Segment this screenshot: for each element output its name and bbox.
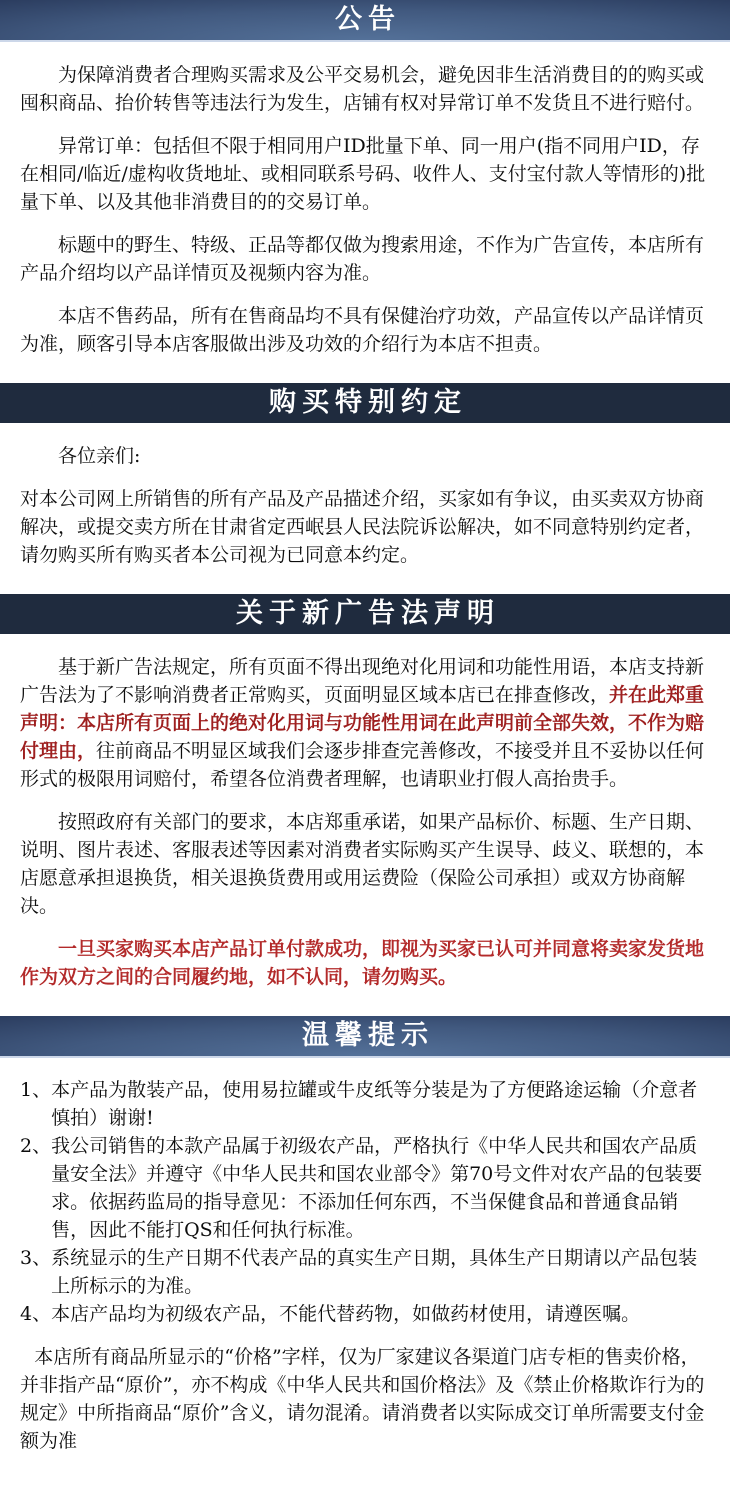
banner-ad-law-statement-title: 关于新广告法声明 [236,598,500,629]
tip-text-3: 系统显示的生产日期不代表产品的真实生产日期，具体生产日期请以产品包装上所标示的为准。 [51,1247,698,1297]
announcement-paragraph-4: 本店不售药品，所有在售商品均不具有保健治疗功效，产品宣传以产品详情页为准，顾客引导本店客服做出涉及功效的介绍行为本店不担责。 [20,305,705,355]
ad-law-paragraph-1 [20,653,710,793]
banner-announcement-title: 公告 [335,4,401,35]
tips-list [20,1076,710,1328]
price-disclaimer-note: 本店所有商品所显示的“价格”字样，仅为厂家建议各渠道门店专柜的售卖价格，并非指产品“原价”，亦不构成《中华人民共和国价格法》及《禁止价格欺诈行为的规定》中所指商品“原价”含义，请勿混淆。请消费者以实际成交订单所需要支付金额为准 [20,1346,705,1452]
banner-warm-tips-title: 温馨提示 [302,1020,434,1051]
tip-number-2: 2、 [20,1135,52,1157]
tips-list-item-3 [20,1244,704,1300]
announcement-paragraph-1: 为保障消费者合理购买需求及公平交易机会，避免因非生活消费目的的购买或囤积商品、抬价转售等违法行为发生，店铺有权对异常订单不发货且不进行赔付。 [20,64,705,114]
tip-text-4: 本店产品均为初级农产品，不能代替药物，如做药材使用，请遵医嘱。 [51,1303,641,1325]
ad-law-paragraph-3-red: 一旦买家购买本店产品订单付款成功，即视为买家已认可并同意将卖家发货地作为双方之间的合同履约地，如不认同，请勿购买。 [20,938,705,988]
banner-announcement [0,0,730,42]
banner-ad-law-statement [0,594,730,634]
tip-number-1: 1、 [20,1079,52,1101]
purchase-agreement-greeting: 各位亲们: [58,445,141,467]
ad-law-paragraph-2: 按照政府有关部门的要求，本店郑重承诺，如果产品标价、标题、生产日期、说明、图片表述、客服表述等因素对消费者实际购买产生误导、歧义、联想的，本店愿意承担退换货，相关退换货费用或用运费险（保险公司承担）或双方协商解决。 [20,811,705,917]
tips-list-item-2 [20,1132,704,1244]
tip-number-4: 4、 [20,1303,52,1325]
tips-list-item-4 [20,1300,704,1328]
announcement-paragraph-2: 异常订单：包括但不限于相同用户ID批量下单、同一用户(指不同用户ID，存在相同/临近/虚构收货地址、或相同联系号码、收件人、支付宝付款人等情形的)批量下单、以及其他非消费目的的交易订单。 [20,135,706,213]
purchase-agreement-body: 对本公司网上所销售的所有产品及产品描述介绍，买家如有争议，由买卖双方协商解决，或提交卖方所在甘肃省定西岷县人民法院诉讼解决，如不同意特别约定者，请勿购买所有购买者本公司视为已同意本约定。 [20,488,705,566]
tip-text-1: 本产品为散装产品，使用易拉罐或牛皮纸等分装是为了方便路途运输（介意者慎拍）谢谢! [51,1079,698,1129]
banner-purchase-agreement-title: 购买特别约定 [269,387,467,418]
ad-law-paragraph-1-red-declaration: 并在此郑重声明：本店所有页面上的绝对化用词与功能性用词在此声明前全部失效，不作为赔付理由， [20,684,705,762]
ad-law-paragraph-1-tail: 往前商品不明显区域我们会逐步排查完善修改，不接受并且不妥协以任何形式的极限用词赔付，希望各位消费者理解，也请职业打假人高抬贵手。 [20,740,705,790]
section-purchase-agreement [0,423,730,594]
section-warm-tips [0,1058,730,1494]
banner-purchase-agreement [0,383,730,423]
ad-law-paragraph-1-lead: 基于新广告法规定，所有页面不得出现绝对化用词和功能性用语，本店支持新广告法为了不影响消费者正常购买，页面明显区域本店已在排查修改， [20,656,705,706]
section-ad-law-statement [0,634,730,1016]
announcement-paragraph-3: 标题中的野生、特级、正品等都仅做为搜索用途，不作为广告宣传，本店所有产品介绍均以产品详情页及视频内容为准。 [20,234,705,284]
banner-warm-tips [0,1016,730,1058]
section-announcement [0,42,730,383]
tips-list-item-1 [20,1076,704,1132]
tip-text-2: 我公司销售的本款产品属于初级农产品，严格执行《中华人民共和国农产品质量安全法》并遵守《中华人民共和国农业部令》第70号文件对农产品的包装要求。依据药监局的指导意见：不添加任何东西，不当保健食品和普通食品销售，因此不能打QS和任何执行标准。 [51,1135,703,1241]
tip-number-3: 3、 [20,1247,52,1269]
